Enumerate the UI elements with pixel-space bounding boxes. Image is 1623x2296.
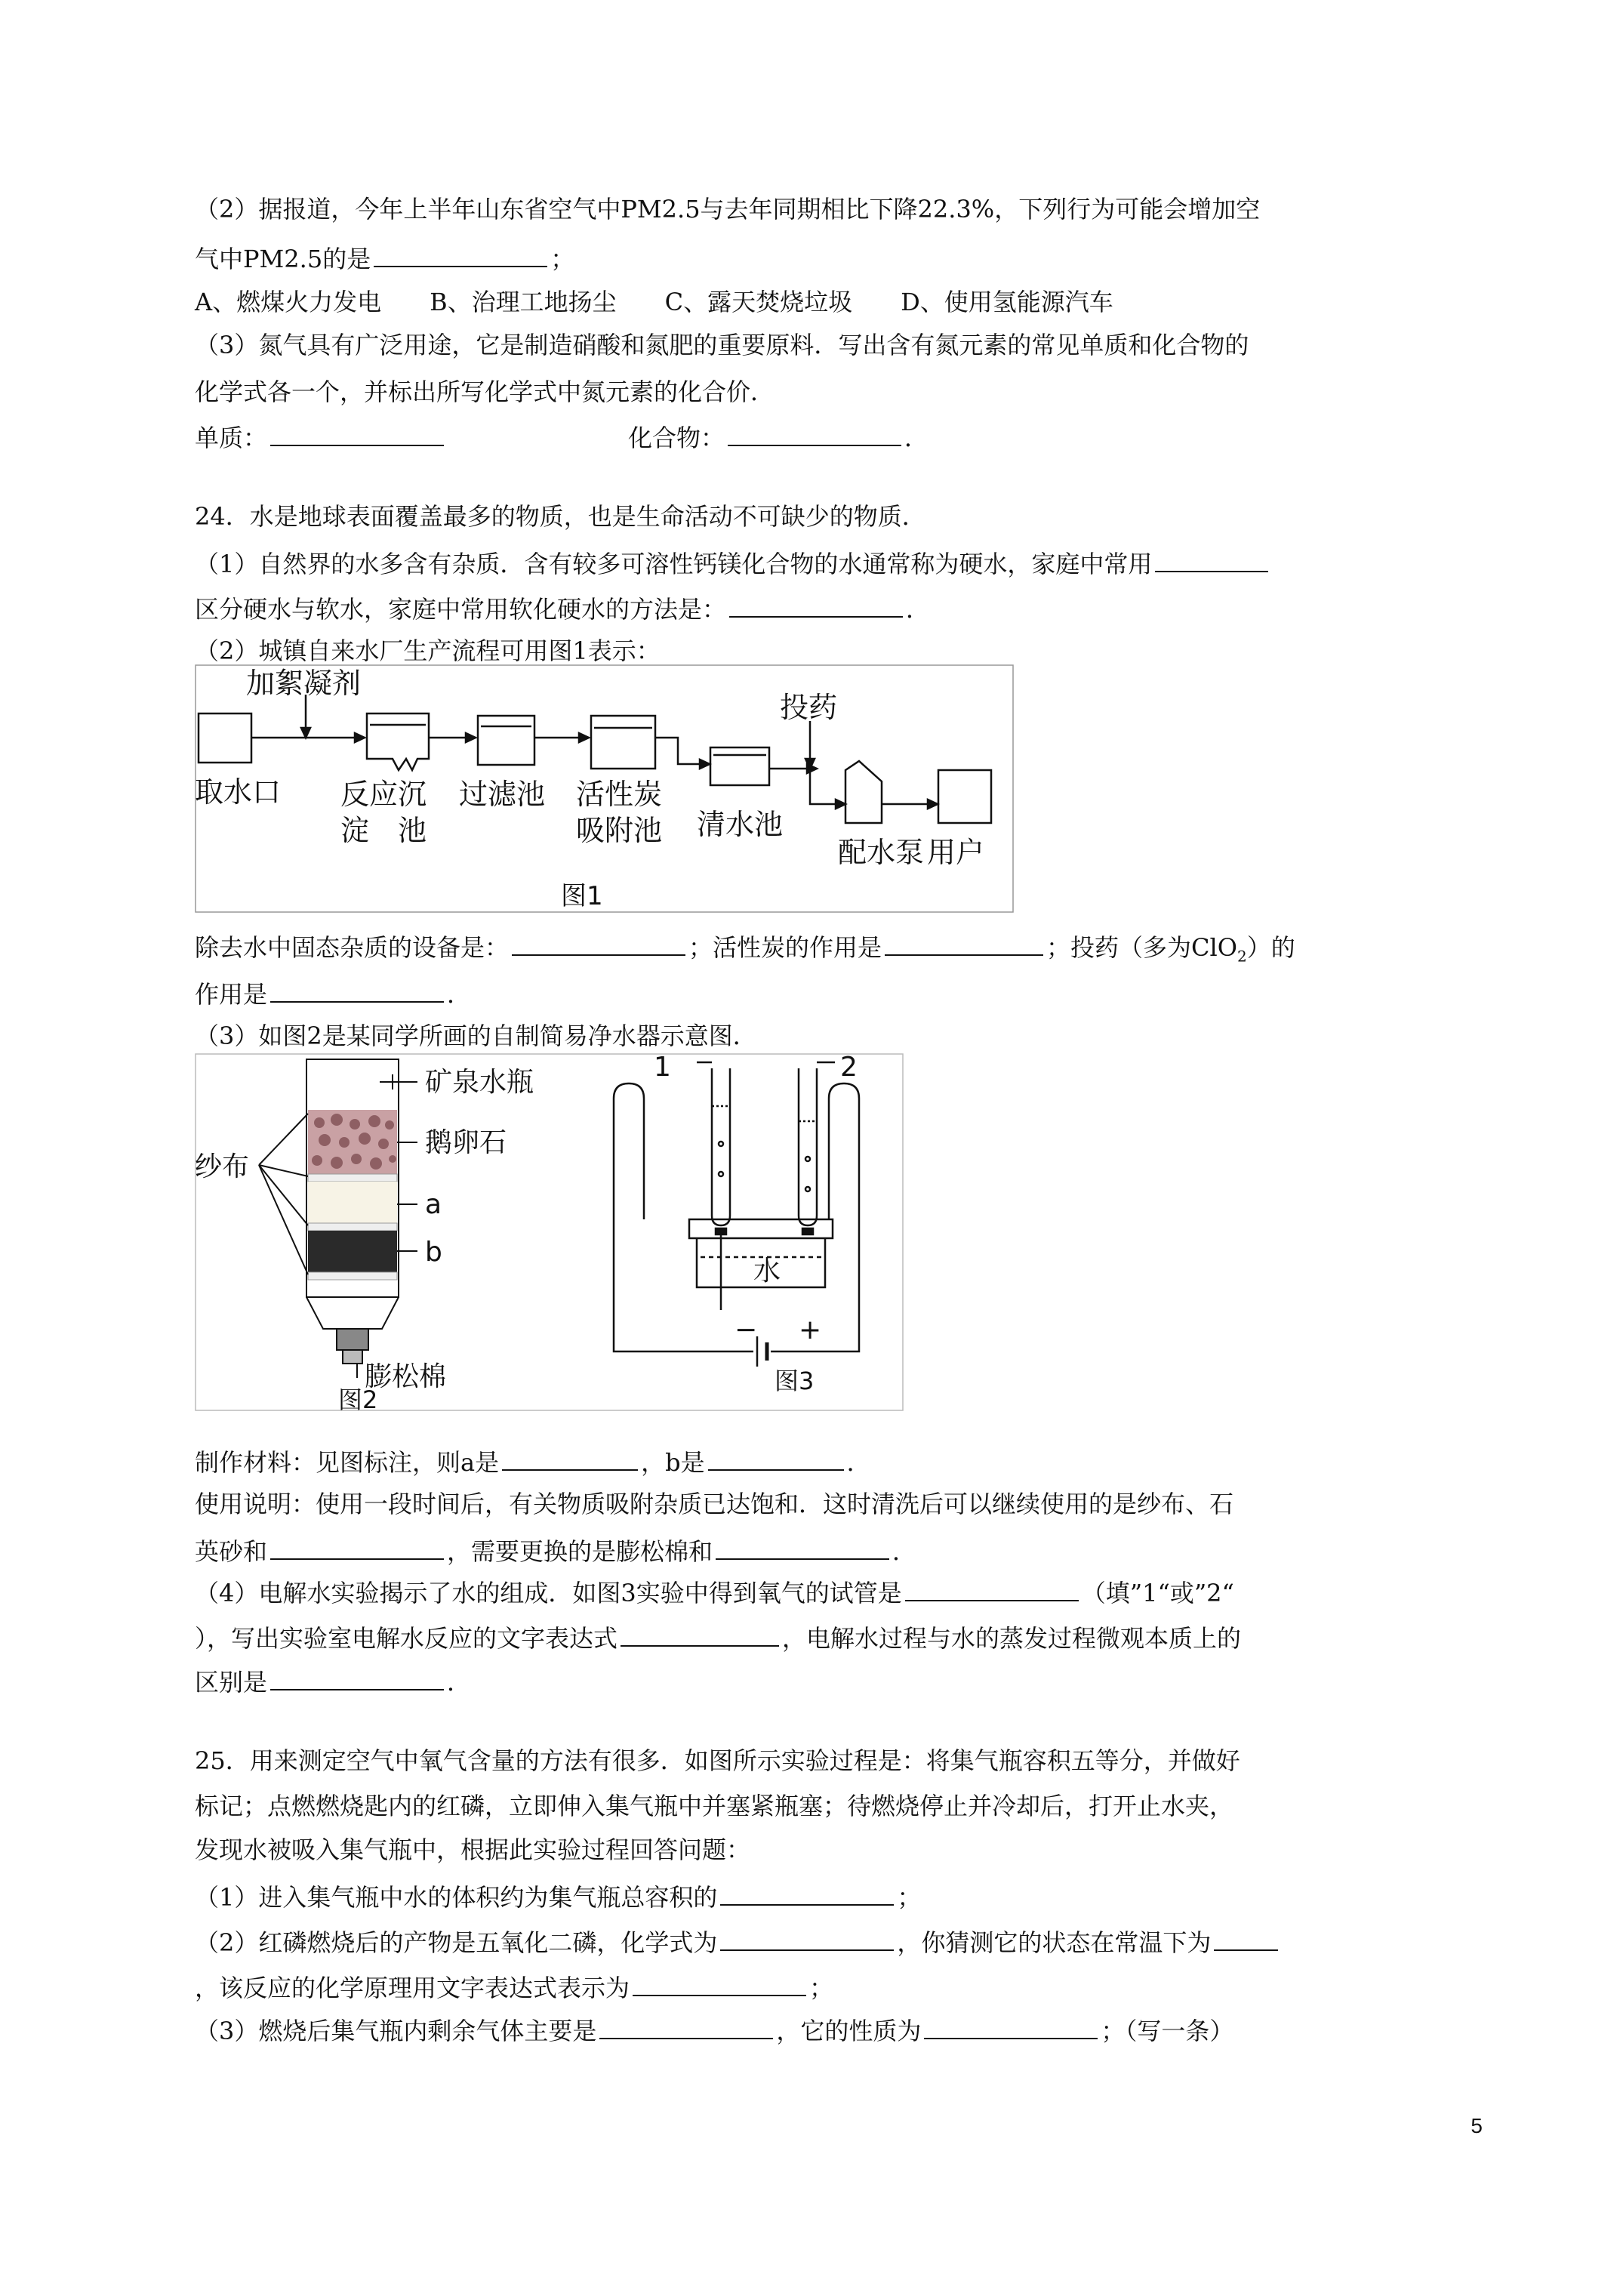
q24-part1-end: ． [906,595,931,624]
answer-blank[interactable] [502,1444,638,1471]
compound-label: 化合物： [628,424,725,452]
q25-p2-a: （2）红磷燃烧后的产物是五氧化二磷，化学式为 [195,1928,718,1957]
q24-use-a: 英砂和 [195,1537,268,1566]
answer-blank[interactable] [905,1574,1079,1601]
q24-part3-usage-line2 [195,1533,916,1568]
clear-water-tank [710,747,769,785]
q24-part2-question-line1 [195,929,1295,972]
q23-options: A、燃煤火力发电 B、治理工地扬尘 C、露天焚烧垃圾 D、使用氢能源汽车 [195,288,1113,316]
q23-part3-answers [195,419,929,455]
q25-p2-b: ，你猜测它的状态在常温下为 [897,1928,1212,1957]
answer-blank[interactable] [633,1969,806,1996]
bottle-label: 矿泉水瓶 [425,1067,534,1098]
q24-stem: 24．水是地球表面覆盖最多的物质，也是生命活动不可缺少的物质． [195,502,926,531]
q24-part2-line1: （2）城镇自来水厂生产流程可用图1表示： [195,636,661,665]
answer-blank[interactable] [885,929,1043,956]
q23-part3-line1: （3）氮气具有广泛用途，它是制造硝酸和氮肥的重要原料．写出含有氮元素的常见单质和化合物的 [195,331,1249,359]
q24-p4-a: （4）电解水实验揭示了水的组成．如图3实验中得到氧气的试管是 [195,1579,902,1607]
gauze-label: 纱布 [195,1151,250,1182]
answer-blank[interactable] [374,240,547,267]
answer-blank[interactable] [729,590,903,618]
q25-part2-line1 [195,1924,1281,1959]
answer-blank[interactable] [270,975,444,1003]
user-label: 用户 [927,836,985,869]
q24-part2-q-b: ；活性炭的作用是 [688,933,882,962]
q25-part3 [195,2012,1233,2048]
q23-part3-line2: 化学式各一个，并标出所写化学式中氮元素的化合价． [195,378,775,406]
figure-2-caption: 图2 [338,1385,378,1412]
user-box [938,770,991,823]
layer-b-label: b [425,1237,442,1268]
answer-blank[interactable] [621,1620,779,1647]
filter-tank [478,716,534,765]
q24-part2-q-d: ）的 [1246,933,1295,962]
q24-part3-line1: （3）如图2是某同学所画的自制简易净水器示意图． [195,1022,757,1050]
answer-blank[interactable] [924,2012,1098,2039]
q24-part2-q-c: ；投药（多为ClO [1046,933,1237,962]
q23-part2-line1: （2）据报道，今年上半年山东省空气中PM2.5与去年同期相比下降22.3%，下列行为可能会增加空 [195,195,1261,223]
tube-2-label: 2 [840,1053,858,1083]
q24-part3-usage-line1: 使用说明：使用一段时间后，有关物质吸附杂质已达饱和．这时清洗后可以继续使用的是纱布、石 [195,1490,1234,1518]
q24-part3-materials [195,1444,871,1479]
intake-label: 取水口 [195,775,282,809]
q25-p3-end: ；（写一条） [1101,2017,1234,2045]
figure-2-purifier [195,1059,534,1412]
layer-a-label: a [425,1189,442,1220]
q24-part4-line1 [195,1574,1234,1610]
answer-blank[interactable] [599,2012,773,2039]
figure-1-water-plant-flow [195,664,1014,914]
q25-p1-end: ； [897,1883,922,1912]
answer-blank[interactable] [1155,545,1268,572]
water-label: 水 [753,1256,781,1287]
answer-blank[interactable] [720,1878,894,1906]
dosing-label: 投药 [780,691,838,724]
answer-blank[interactable] [270,1663,444,1690]
q24-part1-line1 [195,545,1271,581]
q25-p3-a: （3）燃烧后集气瓶内剩余气体主要是 [195,2017,597,2045]
tube-1-label: 1 [654,1053,671,1083]
q24-part2-q-a: 除去水中固态杂质的设备是： [195,933,510,962]
q25-p2-c: ，该反应的化学原理用文字表达式表示为 [195,1974,630,2002]
q24-mat-end: ． [846,1448,871,1477]
answer-blank[interactable] [512,929,685,956]
q25-stem-line3: 发现水被吸入集气瓶中，根据此实验过程回答问题： [195,1835,751,1864]
answer-blank[interactable] [270,1533,444,1560]
figure-2-3 [195,1053,904,1412]
q24-mat-b: ，b是 [641,1448,705,1477]
q24-part2-q-line2: 作用是 [195,980,268,1009]
filter-label: 过滤池 [459,778,546,811]
q23-part2-end: ； [550,245,575,273]
pump-shape [845,761,882,823]
q25-stem-line2: 标记；点燃燃烧匙内的红磷，立即伸入集气瓶中并塞紧瓶塞；待燃烧停止并冷却后，打开止水夹， [195,1792,1234,1820]
q23-part2-line2 [195,240,574,276]
q24-p4-c: ），写出实验室电解水反应的文字表达式 [195,1624,618,1653]
plus-label: + [799,1314,822,1345]
answer-blank[interactable] [270,419,444,446]
carbon-label-a: 活性炭 [576,778,663,811]
figure-3-caption: 图3 [775,1367,815,1395]
carbon-label-b: 吸附池 [576,814,663,847]
answer-blank[interactable] [708,1444,844,1471]
reaction-label-b: 淀 池 [340,814,427,847]
q24-use-end: ． [892,1537,917,1566]
q25-p3-b: ，它的性质为 [776,2017,922,2045]
clear-tank-label: 清水池 [697,808,784,841]
q23-part2-text: 气中PM2.5的是 [195,245,371,273]
q25-part1 [195,1878,921,1914]
answer-blank[interactable] [728,419,901,446]
q24-part2-q-line2-end: ． [447,980,472,1009]
q24-part1-text2: 区分硬水与软水，家庭中常用软化硬水的方法是： [195,595,727,624]
page-number: 5 [1471,2114,1483,2137]
q24-p4-e: 区别是 [195,1668,268,1697]
q24-use-b: ，需要更换的是膨松棉和 [447,1537,713,1566]
q25-p2-end: ； [809,1974,834,2002]
q25-part2-line2 [195,1969,833,2005]
q24-p4-end: ． [447,1668,472,1697]
answer-blank[interactable] [716,1533,889,1560]
q24-part1-line2 [195,590,930,626]
pebble-label: 鹅卵石 [425,1127,507,1158]
answer-blank[interactable] [1214,1924,1278,1951]
q24-part4-line2 [195,1620,1241,1655]
q24-mat-a: 制作材料：见图标注，则a是 [195,1448,500,1477]
reaction-tank [367,713,429,770]
simple-substance-label: 单质： [195,424,268,452]
minus-label: − [735,1314,758,1345]
q24-p4-b: （填”1“或”2“ [1081,1579,1234,1607]
intake-box [199,713,251,763]
q25-p1-text: （1）进入集气瓶中水的体积约为集气瓶总容积的 [195,1883,718,1912]
compound-end: ． [904,424,929,452]
q24-part2-question-line2 [195,975,471,1011]
q25-stem-line1: 25．用来测定空气中氧气含量的方法有很多．如图所示实验过程是：将集气瓶容积五等分，并做好 [195,1746,1240,1775]
q24-part4-line3 [195,1663,471,1699]
coagulant-label: 加絮凝剂 [246,667,362,700]
reaction-label-a: 反应沉 [340,778,427,811]
answer-blank[interactable] [720,1924,894,1951]
cotton-label: 膨松棉 [365,1361,447,1392]
figure-1-caption: 图1 [561,881,603,911]
q24-part2-q-sub: 2 [1237,947,1247,966]
q24-part1-text: （1）自然界的水多含有杂质．含有较多可溶性钙镁化合物的水通常称为硬水，家庭中常用 [195,550,1153,578]
pump-label: 配水泵 [838,836,925,869]
q24-p4-d: ，电解水过程与水的蒸发过程微观本质上的 [782,1624,1242,1653]
carbon-tank [591,716,655,769]
